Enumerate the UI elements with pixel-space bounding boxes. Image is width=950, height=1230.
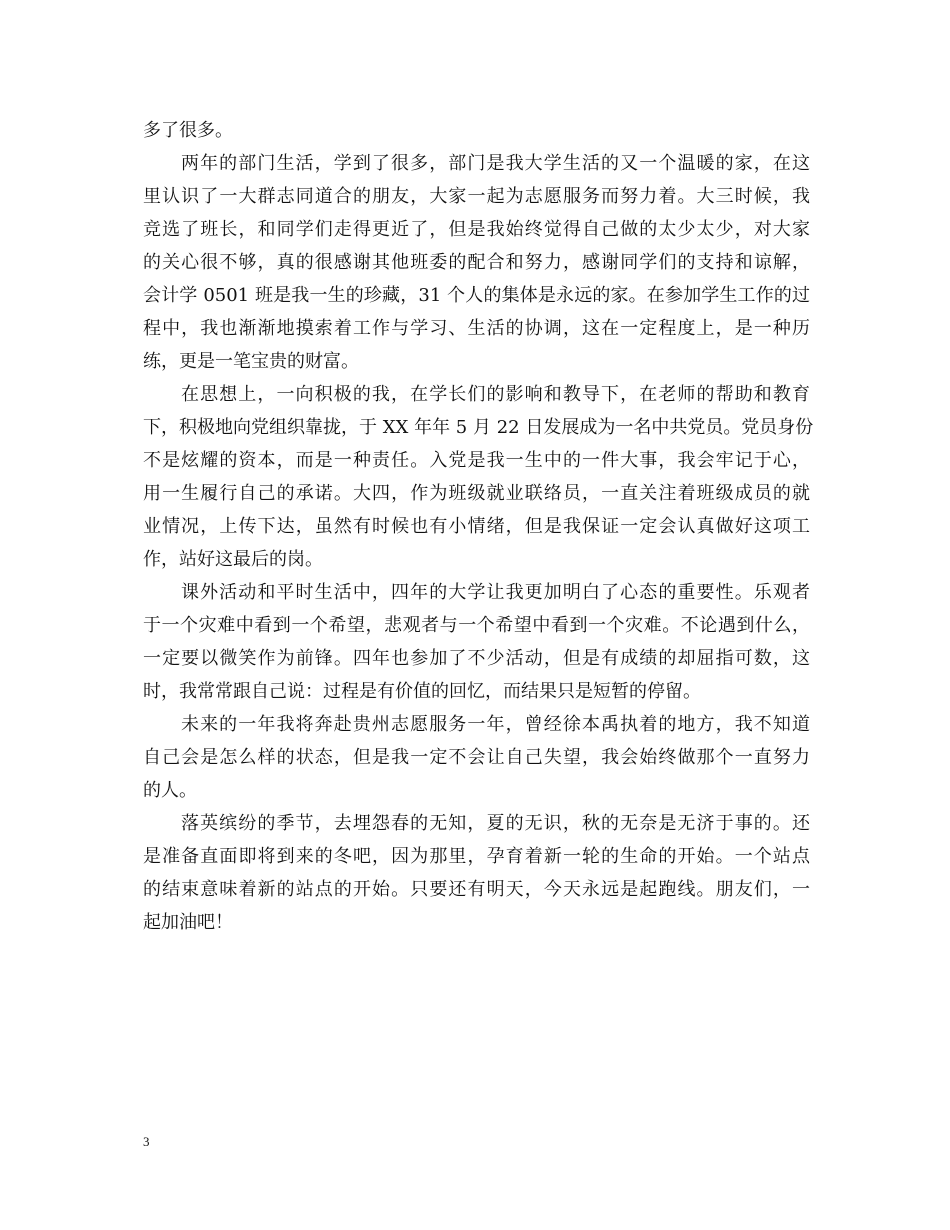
text-line: 是准备直面即将到来的冬吧，因为那里，孕育着新一轮的生命的开始。一个站点 [143,846,810,867]
text-line: 竞选了班长，和同学们走得更近了，但是我始终觉得自己做的太少太少，对大家 [143,219,810,240]
text-line: 在思想上，一向积极的我，在学长们的影响和教导下，在老师的帮助和教育 [181,384,810,405]
paragraph-2 [143,147,810,378]
text-line: 用一生履行自己的承诺。大四，作为班级就业联络员，一直关注着班级成员的就 [143,483,810,504]
paragraph-6 [143,807,810,939]
text-line: 两年的部门生活，学到了很多，部门是我大学生活的又一个温暖的家，在这 [181,153,810,174]
paragraph-1 [143,114,810,147]
text-line: 自己会是怎么样的状态，但是我一定不会让自己失望，我会始终做那个一直努力 [143,747,810,768]
text-line: 于一个灾难中看到一个希望，悲观者与一个希望中看到一个灾难。不论遇到什么， [143,615,810,636]
text-line: 课外活动和平时生活中，四年的大学让我更加明白了心态的重要性。乐观者 [181,582,810,603]
text-line: 的关心很不够，真的很感谢其他班委的配合和努力，感谢同学们的支持和谅解， [143,252,810,273]
text-line: 一定要以微笑作为前锋。四年也参加了不少活动，但是有成绩的却屈指可数，这 [143,648,810,669]
text-line: 时，我常常跟自己说：过程是有价值的回忆，而结果只是短暂的停留。 [143,681,701,702]
document-body [143,114,814,939]
text-line: 下，积极地向党组织靠拢，于 XX 年年 5 月 22 日发展成为一名中共党员。党员身份 [143,417,814,438]
paragraph-5 [143,708,810,807]
text-line: 的人。 [143,780,197,801]
text-line: 作，站好这最后的岗。 [143,549,323,570]
text-line: 程中，我也渐渐地摸索着工作与学习、生活的协调，这在一定程度上，是一种历 [143,318,810,339]
paragraph-3 [143,378,814,576]
text-line: 会计学 0501 班是我一生的珍藏，31 个人的集体是永远的家。在参加学生工作的过 [143,285,810,306]
text-line: 练，更是一笔宝贵的财富。 [143,351,359,372]
page-number: 3 [143,1134,150,1149]
text-line: 业情况，上传下达，虽然有时候也有小情绪，但是我保证一定会认真做好这项工 [143,516,810,537]
text-line: 多了很多。 [143,120,233,141]
paragraph-4 [143,576,810,708]
text-line: 起加油吧！ [143,912,233,933]
text-line: 里认识了一大群志同道合的朋友，大家一起为志愿服务而努力着。大三时候，我 [143,186,810,207]
text-line: 落英缤纷的季节，去埋怨春的无知，夏的无识，秋的无奈是无济于事的。还 [181,813,810,834]
text-line: 未来的一年我将奔赴贵州志愿服务一年，曾经徐本禹执着的地方，我不知道 [181,714,810,735]
text-line: 不是炫耀的资本，而是一种责任。入党是我一生中的一件大事，我会牢记于心， [143,450,810,471]
text-line: 的结束意味着新的站点的开始。只要还有明天，今天永远是起跑线。朋友们，一 [143,879,810,900]
